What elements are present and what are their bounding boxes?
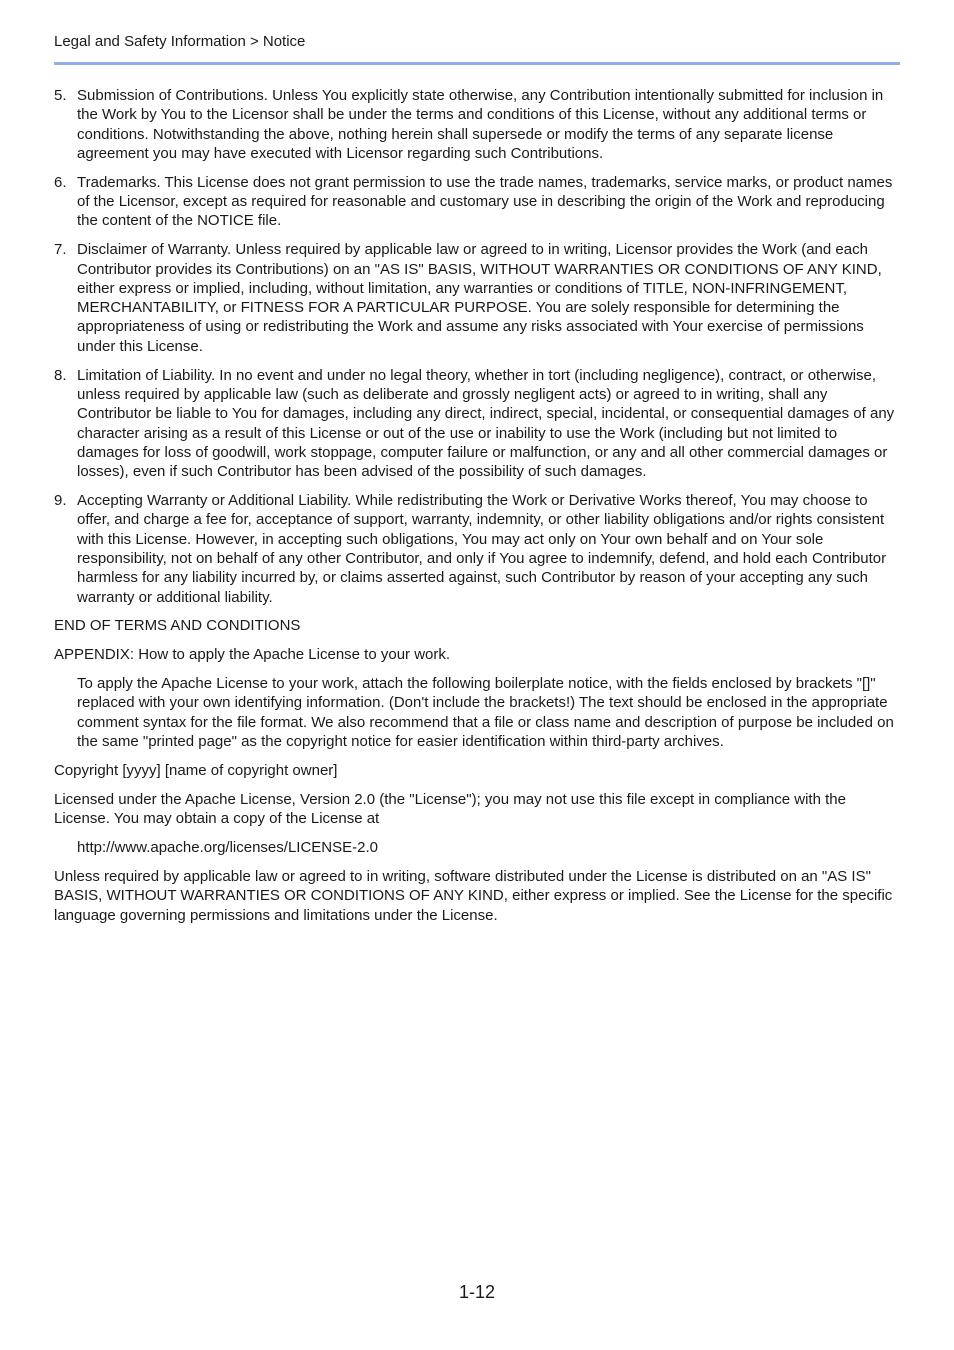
list-item-text: Submission of Contributions. Unless You explicitly state otherwise, any Contribution intentionally submitted for inclusion in the Work by You to the Licensor shall be under the terms and conditions of this License, without any additional terms or conditions. Notwithstanding the above, nothing herein shall supersede or modify the terms of any separate license agreement you may have executed with Licensor regarding such Contributions. [77, 87, 884, 162]
appendix-instructions: To apply the Apache License to your work, attach the following boilerplate notice, with the fields enclosed by brackets "[]" replaced with your own identifying information. (Don't include the brackets!) The text should be enclosed in the appropriate comment syntax for the file format. We also recommend that a file or class name and description of purpose be included on the same "printed page" as the copyright notice for easier identification within third-party archives. [77, 675, 894, 751]
list-item-text: Disclaimer of Warranty. Unless required by applicable law or agreed to in writing, Licensor provides the Work (and each Contributor provides its Contributions) on an "AS IS" BASIS, WITHOUT WARRANTIES OR CONDITIONS OF ANY KIND, either express or implied, including, without limitation, any warranties or conditions of TITLE, NON-INFRINGEMENT, MERCHANTABILITY, or FITNESS FOR A PARTICULAR PURPOSE. You are solely responsible for determining the appropriateness of using or redistributing the Work and assume any risks associated with Your exercise of permissions under this License. [77, 241, 882, 355]
end-of-terms: END OF TERMS AND CONDITIONS [54, 617, 301, 635]
list-item [54, 366, 900, 482]
copyright-line: Copyright [yyyy] [name of copyright owner] [54, 761, 338, 779]
list-item [54, 240, 900, 356]
list-item-number: 8. [54, 366, 67, 384]
list-item-text: Trademarks. This License does not grant permission to use the trade names, trademarks, service marks, or product names of the Licensor, except as required for reasonable and customary use in describing the origin of the Work and reproducing the content of the NOTICE file. [77, 173, 893, 230]
disclaimer-paragraph: Unless required by applicable law or agreed to in writing, software distributed under the License is distributed on an "AS IS" BASIS, WITHOUT WARRANTIES OR CONDITIONS OF ANY KIND, either express or implied. See the License for the specific language governing permissions and limitations under the License. [54, 867, 893, 924]
list-item [54, 491, 900, 607]
header-divider [54, 62, 900, 65]
list-item-text: Limitation of Liability. In no event and under no legal theory, whether in tort (including negligence), contract, or otherwise, unless required by applicable law (such as deliberate and grossly negligent acts) or agreed to in writing, shall any Contributor be liable to You for damages, including any direct, indirect, special, incidental, or consequential damages of any character arising as a result of this License or out of the use or inability to use the Work (including but not limited to damages for loss of goodwill, work stoppage, computer failure or malfunction, or any and all other commercial damages or losses), even if such Contributor has been advised of the possibility of such damages. [77, 366, 895, 481]
list-item-number: 6. [54, 173, 67, 191]
license-statement: Licensed under the Apache License, Version 2.0 (the "License"); you may not use this file except in compliance with the License. You may obtain a copy of the License at [54, 790, 846, 828]
list-item [54, 173, 900, 231]
list-item-number: 5. [54, 87, 67, 104]
list-item-number: 7. [54, 241, 67, 259]
document-body [54, 86, 900, 934]
list-item [54, 86, 900, 163]
license-url: http://www.apache.org/licenses/LICENSE-2.0 [77, 839, 378, 857]
list-item-text: Accepting Warranty or Additional Liability. While redistributing the Work or Derivative Works thereof, You may choose to offer, and charge a fee for, acceptance of support, warranty, indemnity, or other liability obligations and/or rights consistent with this License. However, in accepting such obligations, You may act only on Your own behalf and on Your sole responsibility, not on behalf of any other Contributor, and only if You agree to indemnify, defend, and hold each Contributor harmless for any liability incurred by, or claims asserted against, such Contributor by reason of your accepting any such warranty or additional liability. [77, 492, 887, 606]
breadcrumb: Legal and Safety Information > Notice [54, 33, 306, 50]
list-item-number: 9. [54, 492, 67, 510]
page-number: 1-12 [458, 1282, 496, 1302]
appendix-heading: APPENDIX: How to apply the Apache License to your work. [54, 646, 451, 664]
